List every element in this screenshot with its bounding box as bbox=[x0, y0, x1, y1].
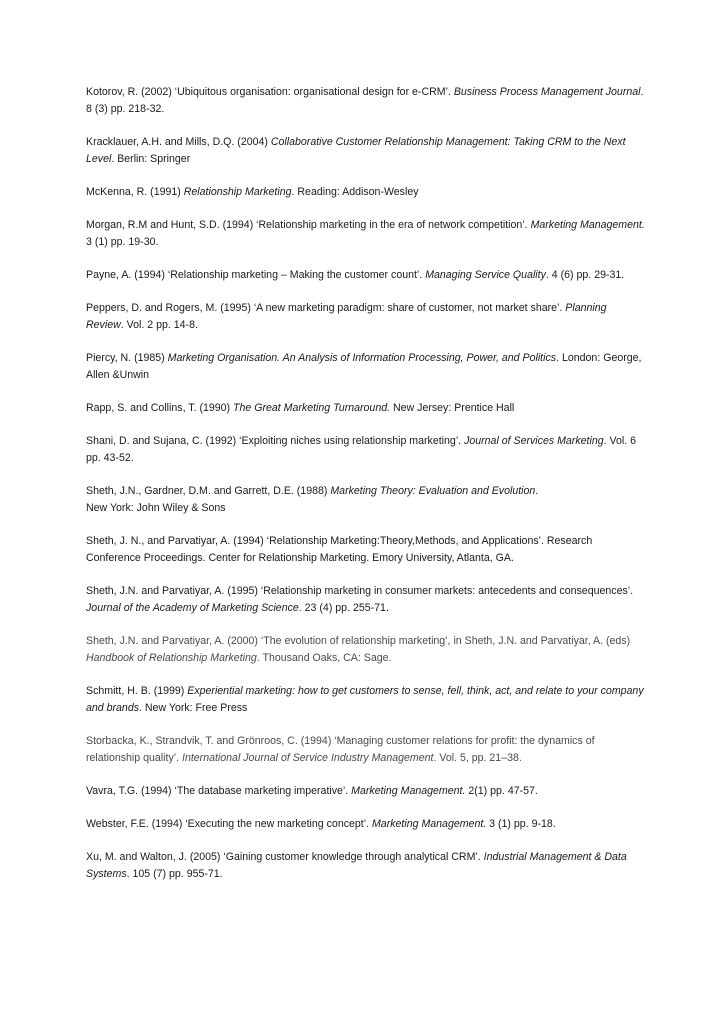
reference-entry bbox=[86, 683, 646, 717]
reference-entry bbox=[86, 433, 646, 467]
reference-text: Peppers, D. and Rogers, M. (1995) ‘A new marketing paradigm: share of customer, not market share’. bbox=[86, 302, 566, 314]
reference-source-title: Experiential marketing: how to get customers to sense, fell, think, act, and relate to your company and brands bbox=[86, 685, 644, 714]
reference-entry bbox=[86, 733, 646, 767]
reference-list bbox=[86, 84, 646, 899]
reference-text: . 105 (7) pp. 955-71. bbox=[126, 868, 223, 880]
reference-text: Kotorov, R. (2002) ‘Ubiquitous organisation: organisational design for e-CRM’. bbox=[86, 86, 454, 98]
reference-source-title: Industrial Management & Data Systems bbox=[86, 851, 627, 880]
reference-source-title: Marketing Management. bbox=[530, 219, 645, 231]
reference-source-title: Planning Review bbox=[86, 302, 607, 331]
reference-entry bbox=[86, 184, 646, 201]
reference-source-title: Marketing Organisation. An Analysis of Information Processing, Power, and Politics bbox=[167, 352, 557, 364]
reference-text: Shani, D. and Sujana, C. (1992) ‘Exploiting niches using relationship marketing’. bbox=[86, 435, 465, 447]
reference-text: . Vol. 5, pp. 21–38. bbox=[433, 752, 522, 764]
reference-text: Webster, F.E. (1994) ‘Executing the new marketing concept’. bbox=[86, 818, 372, 830]
reference-text: Storbacka, K., Strandvik, T. and Grönroos, C. (1994) ‘Managing customer relations for profit: the dynamics of relationship quality’. bbox=[86, 735, 595, 764]
reference-entry bbox=[86, 84, 646, 118]
reference-source-title: Journal of Services Marketing bbox=[464, 435, 604, 447]
reference-entry bbox=[86, 134, 646, 168]
reference-text: . Vol. 6 pp. 43-52. bbox=[86, 435, 637, 464]
reference-text: . Reading: Addison-Wesley bbox=[291, 186, 419, 198]
reference-text: Kracklauer, A.H. and Mills, D.Q. (2004) bbox=[86, 136, 271, 148]
reference-text: 2(1) pp. 47-57. bbox=[465, 785, 538, 797]
reference-text: . 23 (4) pp. 255-71. bbox=[298, 602, 389, 614]
reference-source-title: Relationship Marketing bbox=[183, 186, 292, 198]
reference-source-title: The Great Marketing Turnaround. bbox=[233, 402, 391, 414]
reference-entry bbox=[86, 217, 646, 251]
reference-source-title: Marketing Theory: Evaluation and Evolution bbox=[330, 485, 536, 497]
reference-source-title: Collaborative Customer Relationship Management: Taking CRM to the Next Level bbox=[86, 136, 626, 165]
reference-text: . Vol. 2 pp. 14-8. bbox=[120, 319, 198, 331]
reference-text: Sheth, J.N. and Parvatiyar, A. (2000) ‘The evolution of relationship marketing’, in Sheth, J.N. and Parvatiyar, A. (eds) bbox=[86, 635, 631, 647]
reference-source-title: Marketing Management. bbox=[351, 785, 466, 797]
reference-text: . London: George, Allen &Unwin bbox=[86, 352, 642, 381]
reference-entry bbox=[86, 633, 646, 667]
reference-text: New Jersey: Prentice Hall bbox=[390, 402, 515, 414]
reference-text: Morgan, R.M and Hunt, S.D. (1994) ‘Relationship marketing in the era of network competition’. bbox=[86, 219, 531, 231]
reference-text: 3 (1) pp. 9-18. bbox=[486, 818, 556, 830]
reference-text: Piercy, N. (1985) bbox=[86, 352, 168, 364]
reference-text: New York: John Wiley & Sons bbox=[86, 502, 226, 514]
reference-text: . New York: Free Press bbox=[139, 702, 248, 714]
reference-text: . Thousand Oaks, CA: Sage. bbox=[256, 652, 392, 664]
reference-source-title: Managing Service Quality bbox=[425, 269, 546, 281]
reference-text: Sheth, J.N. and Parvatiyar, A. (1995) ‘Relationship marketing in consumer markets: antecedents and consequences’. bbox=[86, 585, 634, 597]
reference-entry bbox=[86, 400, 646, 417]
reference-text: Sheth, J. N., and Parvatiyar, A. (1994) ‘Relationship Marketing:Theory,Methods, and Applications’. Research Conference Proceedings. Center for Relationship Marketing. Emory University, Atlanta, GA. bbox=[86, 535, 593, 564]
reference-text: . 8 (3) pp. 218-32. bbox=[86, 86, 644, 115]
reference-source-title: Journal of the Academy of Marketing Science bbox=[86, 602, 299, 614]
reference-source-title: Marketing Management. bbox=[371, 818, 487, 830]
reference-text: Xu, M. and Walton, J. (2005) ‘Gaining customer knowledge through analytical CRM’. bbox=[86, 851, 484, 863]
reference-entry bbox=[86, 533, 646, 567]
reference-entry bbox=[86, 849, 646, 883]
reference-text: Schmitt, H. B. (1999) bbox=[86, 685, 188, 697]
reference-source-title: International Journal of Service Industry Management bbox=[182, 752, 434, 764]
reference-text: . Berlin: Springer bbox=[111, 153, 191, 165]
reference-entry bbox=[86, 583, 646, 617]
reference-entry bbox=[86, 816, 646, 833]
reference-entry bbox=[86, 783, 646, 800]
reference-entry bbox=[86, 483, 646, 517]
reference-source-title: Handbook of Relationship Marketing bbox=[86, 652, 257, 664]
reference-entry bbox=[86, 300, 646, 334]
reference-text: Rapp, S. and Collins, T. (1990) bbox=[86, 402, 234, 414]
reference-entry bbox=[86, 350, 646, 384]
reference-entry bbox=[86, 267, 646, 284]
reference-text: . 4 (6) pp. 29-31. bbox=[545, 269, 625, 281]
reference-source-title: Business Process Management Journal bbox=[453, 86, 641, 98]
reference-text: . bbox=[535, 485, 539, 497]
reference-text: 3 (1) pp. 19-30. bbox=[86, 236, 159, 248]
reference-text: Sheth, J.N., Gardner, D.M. and Garrett, D.E. (1988) bbox=[86, 485, 331, 497]
reference-text: Payne, A. (1994) ‘Relationship marketing – Making the customer count’. bbox=[86, 269, 426, 281]
reference-text: McKenna, R. (1991) bbox=[86, 186, 184, 198]
reference-text: Vavra, T.G. (1994) ‘The database marketing imperative’. bbox=[86, 785, 352, 797]
